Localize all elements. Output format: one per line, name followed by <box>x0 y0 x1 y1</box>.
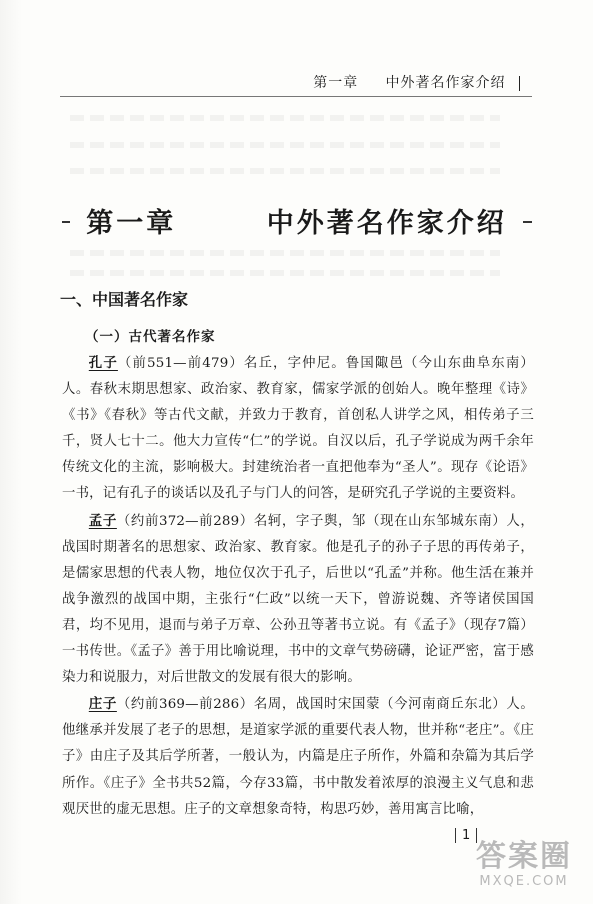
entry-paragraph <box>62 691 534 822</box>
show-through <box>70 270 500 276</box>
show-through <box>70 168 500 174</box>
chapter-title <box>0 201 593 240</box>
chapter-name: 中外著名作家介绍 <box>259 208 515 239</box>
section-heading: 一、中国著名作家 <box>60 290 189 309</box>
author-name: 庄子 <box>88 696 117 713</box>
watermark-url: MXQE.COM <box>479 874 569 889</box>
running-head-title: 中外著名作家介绍 <box>385 75 506 91</box>
entry-text: （约前369—前286）名周，战国时宋国蒙（今河南商丘东北）人。他继承并发展了老子的思想，是道家学派的重要代表人物，世并称“老庄”。《庄子》由庄子及其后学所著，一般认为，内篇是庄子所作，外篇和杂篇为其后学所作。《庄子》全书共52篇，今存33篇，书中散发着浓厚的浪漫主义气息和悲观厌世的虚无思想。庄子的文章想象奇特，构思巧妙，善用寓言比喻， <box>62 697 535 817</box>
running-head-chapter: 第一章 <box>313 75 359 91</box>
page-gutter <box>0 0 22 904</box>
entry-text: （约前372—前289）名轲，字子舆，邹（现在山东邹城东南）人，战国时期著名的思想家、政治家、教育家。他是孔子的孙子子思的再传弟子，是儒家思想的代表人物，地位仅次于孔子，后世以“孔孟”并称。他生活在兼并战争激烈的战国中期，主张行“仁政”以统一天下，曾游说魏、齐等诸侯国国君，均不见用，退而与弟子万章、公孙丑等著书立说。有《孟子》（现存7篇）一书传世。《孟子》善于用比喻说理，书中的文章气势磅礴，论证严密，富于感染力和说服力，对后世散文的发展有很大的影响。 <box>62 513 535 686</box>
body-text <box>62 350 534 823</box>
entry-paragraph <box>62 508 534 692</box>
chapter-label: 第一章 <box>78 208 184 239</box>
author-name: 孟子 <box>88 512 117 529</box>
entry-text: （前551—前479）名丘，字仲尼。鲁国陬邑（今山东曲阜东南）人。春秋末期思想家、政治家、教育家，儒家学派的创始人。晚年整理《诗》《书》《春秋》等古代文献，并致力于教育，首创私人讲学之风，相传弟子三千，贤人七十二。他大力宣传“仁”的学说。自汉以后，孔子学说成为两千余年传统文化的主流，影响极大。封建统治者一直把他奉为“圣人”。现存《论语》一书，记有孔子的谈话以及孔子与门人的问答，是研究孔子学说的主要资料。 <box>62 356 534 502</box>
page-number: 1 <box>455 828 477 843</box>
running-head <box>200 72 520 92</box>
subsection-heading: （一）古代著名作家 <box>85 329 216 345</box>
show-through <box>70 250 500 256</box>
show-through <box>70 142 500 148</box>
entry-paragraph <box>62 350 534 508</box>
show-through <box>70 115 500 121</box>
header-rule <box>60 96 532 97</box>
watermark-logo <box>456 840 592 902</box>
running-head-bar <box>519 76 520 91</box>
author-name: 孔子 <box>88 355 118 371</box>
watermark-main: 答案圈 <box>476 839 572 874</box>
